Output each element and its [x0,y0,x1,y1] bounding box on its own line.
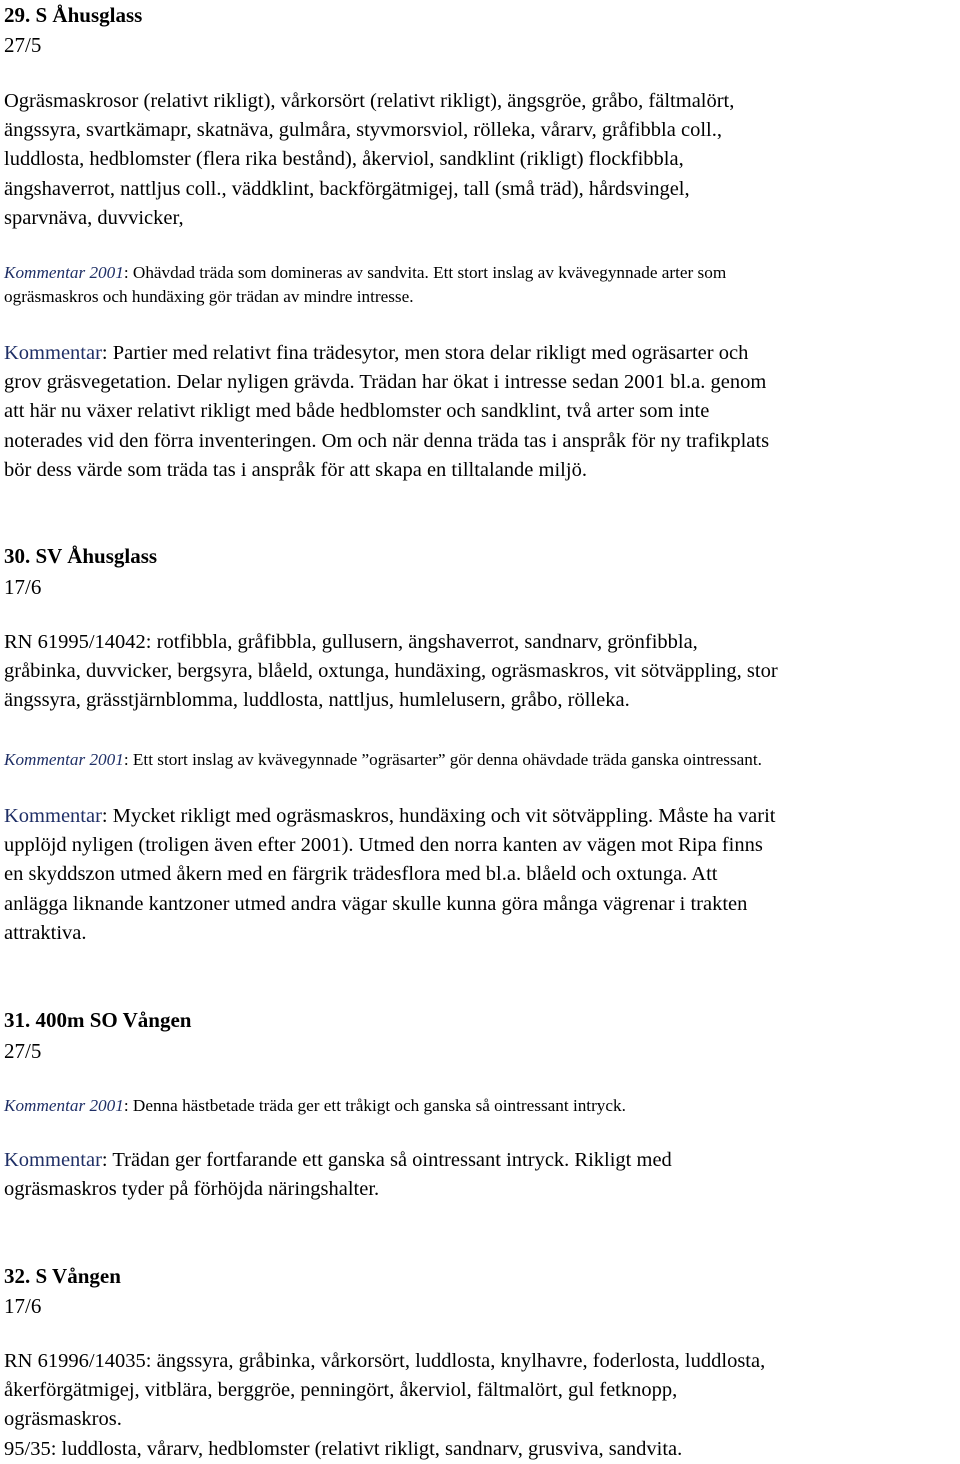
comment-line: en skyddszon utmed åkern med en färgrik trädesflora med bl.a. blåeld och oxtunga. Att [4,863,718,886]
section-29-comment-2001 [4,261,956,308]
species-line: ogräsmaskros. [4,1408,122,1431]
comment-line: ogräsmaskros och hundäxing gör trädan av mindre intresse. [4,286,414,306]
comment-label: Kommentar [4,1149,102,1171]
section-30-date: 17/6 [4,575,42,599]
species-line: luddlosta, hedblomster (flera rika bestånd), åkerviol, sandklint (rikligt) flockfibbla, [4,148,684,171]
species-line: ängssyra, svartkämapr, skatnäva, gulmåra, styvmorsviol, rölleka, vårarv, gråfibbla coll., [4,119,722,142]
section-31-comment-2001 [4,1094,956,1118]
section-29-species-list [4,87,956,233]
comment-line: bör dess värde som träda tas i anspråk för att skapa en tilltalande miljö. [4,458,587,481]
comment-label: Kommentar [4,342,102,364]
comment-line: att här nu växer relativt rikligt med både hedblomster och sandklint, två arter som inte [4,400,710,423]
comment-line: grov gräsvegetation. Delar nyligen grävda. Trädan har ökat i intresse sedan 2001 bl.a. genom [4,371,767,394]
comment-text: : Mycket rikligt med ogräsmaskros, hundäxing och vit sötväppling. Måste ha varit [101,805,776,827]
species-line: sparvnäva, duvvicker, [4,206,184,229]
species-line: 95/35: luddlosta, vårarv, hedblomster (relativt rikligt, sandnarv, grusviva, sandvita. [4,1437,683,1460]
species-line: åkerförgätmigej, vitblära, berggröe, penningört, åkerviol, fältmalört, gul fetknopp, [4,1379,678,1402]
section-32-date: 17/6 [4,1294,42,1318]
comment-2001-text: : Ett stort inslag av kvävegynnade ”ogräsarter” gör denna ohävdade träda ganska ointressant. [123,750,762,769]
comment-2001-text: : Ohävdad träda som domineras av sandvita. Ett stort inslag av kvävegynnade arter som [123,263,727,282]
comment-line: attraktiva. [4,921,87,944]
comment-line: ogräsmaskros tyder på förhöjda näringshalter. [4,1178,380,1201]
comment-2001-label: Kommentar 2001 [4,750,124,769]
comment-line: upplöjd nyligen (troligen även efter 2001). Utmed den norra kanten av vägen mot Ripa finns [4,834,763,857]
section-30-species-list [4,628,956,716]
section-29-comment [4,339,956,485]
species-line: ängssyra, grässtjärnblomma, luddlosta, nattljus, humlelusern, gråbo, rölleka. [4,689,630,712]
species-line: RN 61996/14035: ängssyra, gråbinka, vårkorsört, luddlosta, knylhavre, foderlosta, luddlosta, [4,1350,766,1372]
section-29-heading: 29. S Åhusglass [4,3,143,27]
species-line: RN 61995/14042: rotfibbla, gråfibbla, gullusern, ängshaverrot, sandnarv, grönfibbla, [4,631,698,653]
comment-text: : Partier med relativt fina trädesytor, men stora delar rikligt med ogräsarter och [101,342,749,364]
species-line: ängshaverrot, nattljus coll., väddklint, backförgätmigej, tall (små träd), hårdsvingel, [4,177,690,200]
comment-2001-label: Kommentar 2001 [4,1096,124,1115]
section-31-date: 27/5 [4,1039,42,1063]
comment-line: noterades vid den förra inventeringen. Om och när denna träda tas i anspråk för ny trafikplats [4,429,770,452]
section-30-heading: 30. SV Åhusglass [4,544,158,568]
section-29-date: 27/5 [4,33,42,57]
section-32-species-list [4,1347,956,1464]
section-31-heading: 31. 400m SO Vången [4,1008,192,1032]
section-32-heading: 32. S Vången [4,1264,121,1288]
section-30-comment [4,802,956,948]
section-31-comment [4,1146,956,1204]
species-line: Ogräsmaskrosor (relativt rikligt), vårkorsört (relativt rikligt), ängsgröe, gråbo, fältmalört, [4,90,735,112]
section-30-comment-2001 [4,748,956,772]
species-line: gråbinka, duvvicker, bergsyra, blåeld, oxtunga, hundäxing, ogräsmaskros, vit sötväppling, stor [4,660,778,683]
comment-2001-label: Kommentar 2001 [4,263,124,282]
comment-2001-text: : Denna hästbetade träda ger ett tråkigt och ganska så ointressant intryck. [123,1096,626,1115]
comment-line: anlägga liknande kantzoner utmed andra vägar skulle kunna göra många vägrenar i trakten [4,892,748,915]
comment-label: Kommentar [4,805,102,827]
comment-text: : Trädan ger fortfarande ett ganska så ointressant intryck. Rikligt med [101,1149,672,1171]
